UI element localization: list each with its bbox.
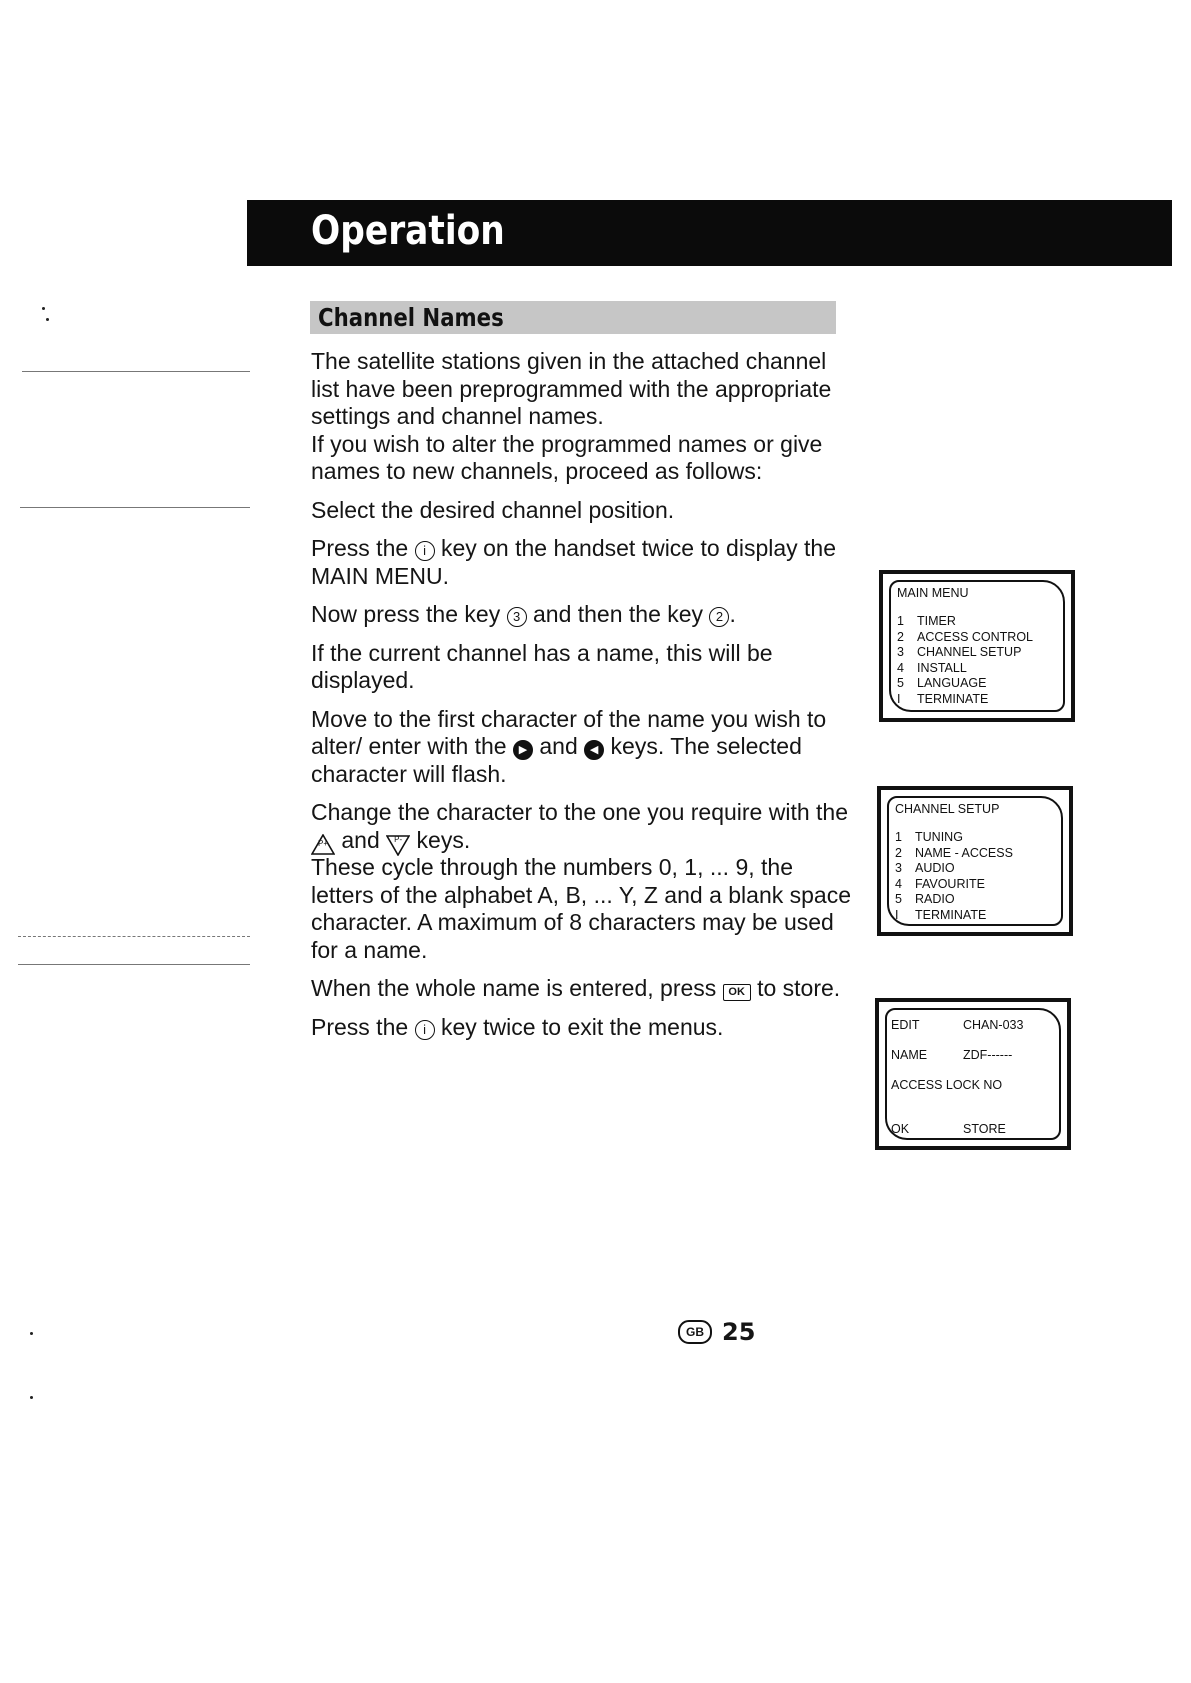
menu-item-number: I — [895, 907, 899, 922]
page-number: 25 — [722, 1318, 756, 1346]
p-plus-key-icon — [311, 834, 335, 854]
step-text: and — [341, 826, 380, 853]
header-banner — [247, 200, 1172, 266]
step-name-displayed: If the current channel has a name, this will be displayed. — [311, 639, 773, 693]
menu-item-label: NAME - ACCESS — [915, 845, 1013, 860]
step-store — [311, 975, 851, 1003]
menu-item-number: I — [897, 691, 901, 706]
step-select-channel: Select the desired channel position. — [311, 496, 675, 523]
step-move-cursor — [311, 706, 851, 789]
menu-item-number: 5 — [897, 676, 904, 690]
left-arrow-key-icon: ◀ — [584, 740, 604, 760]
menu-item — [897, 645, 1061, 661]
step-text: Now press the key — [311, 601, 501, 627]
channel-name-value: ZDF------ — [963, 1048, 1013, 1062]
menu-item-label: LANGUAGE — [917, 676, 987, 690]
p-plus-label: P+ — [317, 838, 328, 848]
menu-item — [897, 692, 1061, 708]
menu-item-number: 5 — [895, 892, 902, 906]
intro-text: The satellite stations given in the attached channel list have been preprogrammed with the appropriate settings and channel names. — [311, 348, 832, 429]
step-exit — [311, 1014, 851, 1042]
name-label: NAME — [891, 1048, 928, 1062]
step-text: Press the — [311, 535, 409, 561]
menu-item-label: ACCESS CONTROL — [917, 629, 1033, 644]
menu-item-label: AUDIO — [915, 861, 955, 875]
menu-item — [895, 830, 1059, 846]
step-text: Move to the first character of the name you wish to alter/ enter with the — [311, 705, 827, 759]
menu-item-number: 4 — [897, 660, 904, 675]
menu-item — [895, 892, 1059, 908]
menu-item-number: 3 — [895, 861, 902, 875]
key-2-icon: 2 — [709, 607, 729, 627]
margin-dot — [30, 1332, 33, 1335]
margin-rule — [18, 964, 250, 965]
ok-label: OK — [891, 1122, 910, 1136]
margin-dot — [42, 307, 45, 310]
channel-number: CHAN-033 — [963, 1018, 1024, 1032]
menu-item-number: 4 — [895, 876, 902, 891]
menu-item-label: RADIO — [915, 892, 955, 906]
channel-setup-content — [895, 802, 1059, 923]
instructions — [311, 348, 851, 1052]
step-text: Change the character to the one you require with the — [311, 799, 849, 825]
step-text: and — [539, 733, 578, 759]
margin-dot — [46, 318, 49, 321]
edit-name-content — [891, 1018, 1057, 1152]
menu-item — [895, 877, 1059, 893]
step-text: keys. — [416, 826, 471, 853]
menu-item — [897, 614, 1061, 630]
main-menu-content — [897, 586, 1061, 707]
edit-label: EDIT — [891, 1018, 920, 1032]
menu-item-number: 2 — [895, 845, 902, 860]
menu-item — [895, 861, 1059, 877]
step-text: . — [729, 601, 736, 627]
menu-item — [897, 661, 1061, 677]
name-row — [891, 1048, 1057, 1063]
main-menu-screen — [879, 570, 1075, 722]
page-footer — [678, 1318, 755, 1346]
intro-paragraph — [311, 348, 851, 486]
menu-item-number: 3 — [897, 645, 904, 659]
p-minus-key-icon — [386, 834, 410, 854]
right-arrow-key-icon: ▶ — [513, 740, 533, 760]
info-key-icon: i — [415, 541, 435, 561]
key-3-icon: 3 — [507, 607, 527, 627]
section-title: Channel Names — [318, 303, 504, 332]
margin-rule — [18, 936, 250, 937]
margin-dot — [30, 1396, 33, 1399]
step-text: keys. The selected character will flash. — [311, 733, 802, 787]
edit-row — [891, 1018, 1057, 1033]
menu-item — [897, 630, 1061, 646]
channel-setup-title: CHANNEL SETUP — [895, 802, 1000, 816]
margin-rule — [22, 371, 250, 372]
margin-rule — [20, 507, 250, 508]
menu-item-number: 2 — [897, 629, 904, 644]
step-text: When the whole name is entered, press — [311, 975, 717, 1001]
page-title: Operation — [311, 208, 505, 254]
info-key-icon: i — [415, 1020, 435, 1040]
menu-item-label: CHANNEL SETUP — [917, 645, 1022, 659]
store-label: STORE — [963, 1122, 1006, 1136]
main-menu-title: MAIN MENU — [897, 586, 969, 600]
step-text: These cycle through the numbers 0, 1, ... 9, the letters of the alphabet A, B, ... Y, Z and a blank space character. A maximum of 8 characters may be used for a name. — [311, 854, 852, 963]
menu-item-number: 1 — [897, 614, 904, 628]
step-text: and then the key — [532, 601, 704, 627]
menu-item — [897, 676, 1061, 692]
menu-item-label: TERMINATE — [917, 691, 989, 706]
step-press-keys — [311, 601, 851, 629]
country-badge: GB — [678, 1320, 712, 1344]
step-open-main-menu — [311, 535, 851, 590]
ok-row — [891, 1122, 1057, 1137]
menu-item-label: TUNING — [915, 830, 963, 844]
p-minus-label: P- — [394, 834, 403, 844]
section-heading — [310, 301, 836, 334]
ok-key-icon: OK — [723, 984, 751, 1001]
menu-item-label: FAVOURITE — [915, 876, 985, 891]
menu-item — [895, 846, 1059, 862]
menu-item-number: 1 — [895, 830, 902, 844]
step-text: Press the — [311, 1013, 409, 1040]
menu-item-label: TERMINATE — [915, 907, 987, 922]
access-lock-row: ACCESS LOCK NO — [891, 1078, 1003, 1092]
menu-item-label: INSTALL — [917, 660, 967, 675]
intro-text-2: If you wish to alter the programmed names or give names to new channels, proceed as follows: — [311, 430, 823, 484]
step-change-character — [311, 799, 851, 964]
menu-item — [895, 908, 1059, 924]
step-text: key twice to exit the menus. — [440, 1013, 724, 1040]
edit-name-screen — [875, 998, 1071, 1150]
step-text: key on the handset twice to display the MAIN MENU. — [311, 535, 837, 589]
step-text: to store. — [757, 975, 841, 1001]
channel-setup-screen — [877, 786, 1073, 936]
menu-item-label: TIMER — [917, 614, 956, 628]
